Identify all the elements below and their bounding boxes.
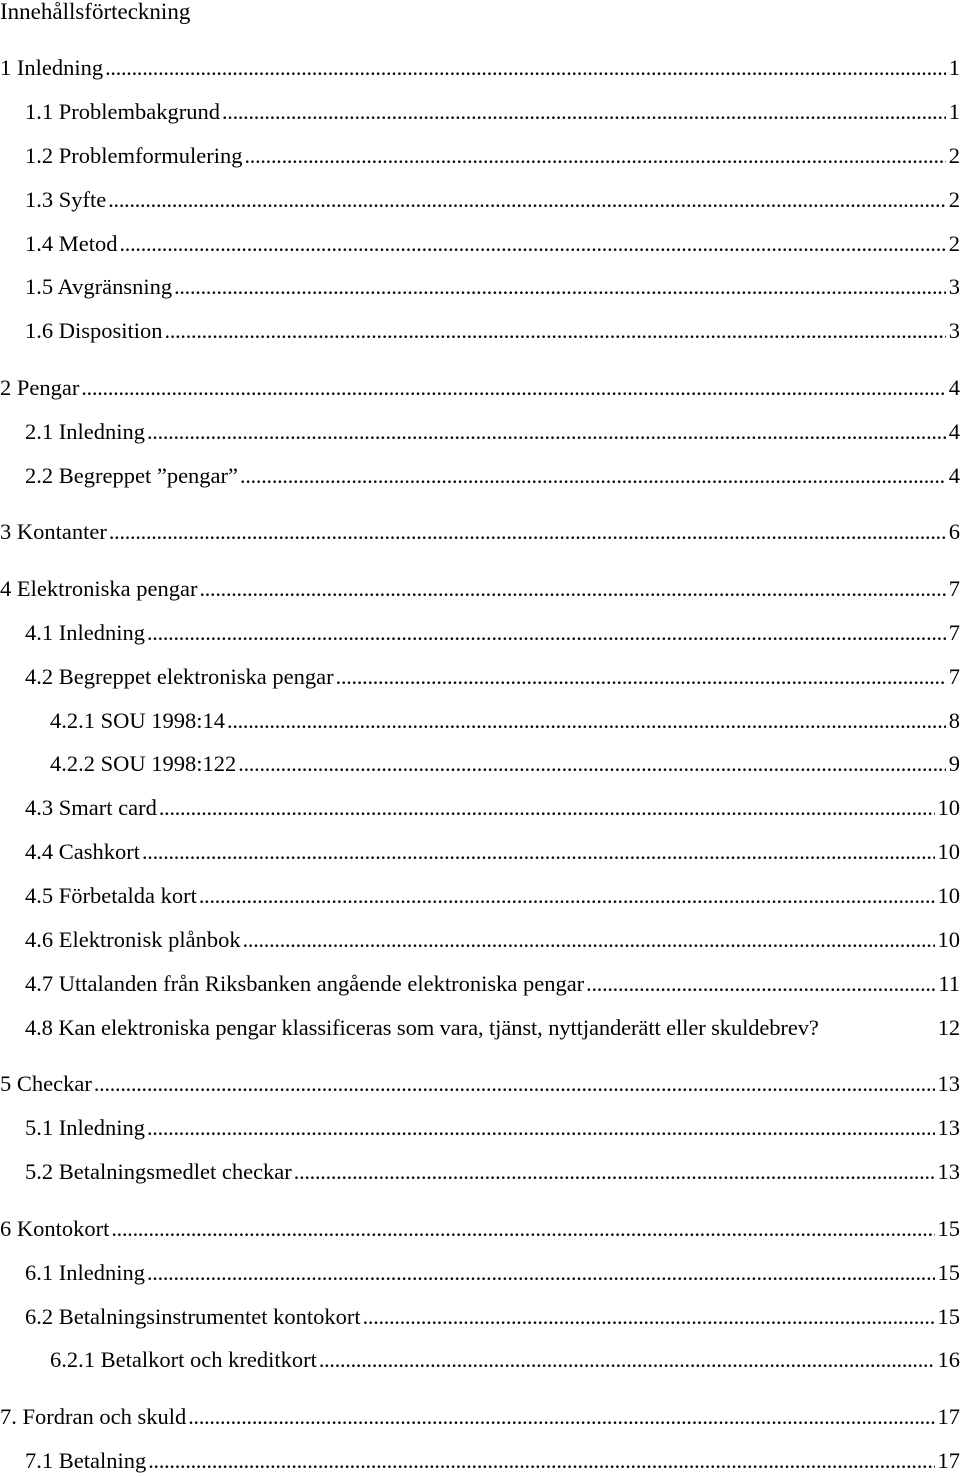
toc-page-number: 12 (937, 1015, 960, 1040)
toc-entry[interactable] (25, 1302, 960, 1332)
toc-entry[interactable] (50, 706, 960, 736)
toc-entry[interactable] (25, 316, 960, 346)
toc-entry[interactable] (0, 1214, 960, 1244)
toc-title: Innehållsförteckning (0, 0, 191, 24)
toc-dot-leader (142, 837, 935, 867)
toc-page-number: 4 (948, 375, 960, 400)
toc-page-number: 4 (948, 463, 960, 488)
toc-dot-leader (243, 925, 935, 955)
toc-entry[interactable] (25, 272, 960, 302)
toc-entry[interactable] (25, 662, 960, 692)
toc-page-number: 7 (948, 664, 960, 689)
toc-page-number: 10 (937, 883, 960, 908)
toc-page-number: 10 (937, 839, 960, 864)
toc-entry[interactable] (25, 1446, 960, 1476)
toc-page-number: 7 (948, 620, 960, 645)
toc-page-number: 7 (948, 576, 960, 601)
toc-dot-leader (109, 517, 946, 547)
toc-page-number: 4 (948, 419, 960, 444)
toc-entry-label: 7.1 Betalning (25, 1448, 147, 1473)
toc-entry[interactable] (25, 1113, 960, 1143)
toc-page-number: 10 (937, 795, 960, 820)
toc-entry-label: 6 Kontokort (0, 1216, 110, 1241)
toc-entry[interactable] (0, 1402, 960, 1432)
toc-page-number: 6 (948, 519, 960, 544)
toc-entry[interactable] (50, 749, 960, 779)
toc-entry-label: 4.5 Förbetalda kort (25, 883, 197, 908)
toc-dot-leader (199, 574, 945, 604)
toc-page-number: 13 (937, 1115, 960, 1140)
toc-entry-label: 7. Fordran och skuld (0, 1404, 187, 1429)
toc-entry[interactable] (25, 1258, 960, 1288)
toc-page-number: 1 (948, 55, 960, 80)
toc-page-number: 3 (948, 274, 960, 299)
toc-entry-label: 4.8 Kan elektroniska pengar klassificeras som vara, tjänst, nyttjanderätt eller skuldebrev? (25, 1015, 819, 1040)
toc-dot-leader (148, 1446, 934, 1476)
toc-page-number: 9 (948, 751, 960, 776)
toc-entry[interactable] (25, 837, 960, 867)
toc-entry-label: 6.2.1 Betalkort och kreditkort (50, 1347, 317, 1372)
toc-entry[interactable] (0, 574, 960, 604)
toc-dot-leader (227, 706, 946, 736)
toc-dot-leader (120, 229, 946, 259)
toc-entry-label: 1.1 Problembakgrund (25, 99, 220, 124)
toc-page-number: 17 (937, 1404, 960, 1429)
toc-entry[interactable] (25, 793, 960, 823)
toc-entry[interactable] (25, 1157, 960, 1187)
toc-entry-label: 4.4 Cashkort (25, 839, 140, 864)
toc-entry-label: 1.5 Avgränsning (25, 274, 173, 299)
toc-entry[interactable] (0, 1069, 960, 1099)
toc-entry-label: 4.3 Smart card (25, 795, 157, 820)
toc-entry-label: 4.2 Begreppet elektroniska pengar (25, 664, 334, 689)
toc-dot-leader (159, 793, 935, 823)
toc-dot-leader (586, 969, 935, 999)
toc-entry[interactable] (25, 229, 960, 259)
toc-page-number: 3 (948, 318, 960, 343)
toc-dot-leader (108, 185, 946, 215)
toc-dot-leader (111, 1214, 934, 1244)
toc-entry-label: 1.4 Metod (25, 231, 118, 256)
toc-entry[interactable] (25, 141, 960, 171)
toc-dot-leader (240, 461, 946, 491)
toc-dot-leader (165, 316, 946, 346)
toc-entry-label: 1 Inledning (0, 55, 104, 80)
toc-entry-label: 6.1 Inledning (25, 1260, 145, 1285)
toc-entry-label: 5.2 Betalningsmedlet checkar (25, 1159, 292, 1184)
toc-dot-leader (147, 417, 946, 447)
toc-dot-leader (81, 373, 945, 403)
toc-page-number: 2 (948, 231, 960, 256)
toc-entry[interactable] (25, 969, 960, 999)
toc-entry-label: 4.2.2 SOU 1998:122 (50, 751, 237, 776)
toc-entry[interactable] (0, 517, 960, 547)
toc-dot-leader (94, 1069, 935, 1099)
toc-page-number: 17 (937, 1448, 960, 1473)
toc-page-number: 2 (948, 187, 960, 212)
toc-entry-label: 6.2 Betalningsinstrumentet kontokort (25, 1304, 361, 1329)
toc-entry[interactable] (25, 461, 960, 491)
toc-dot-leader (174, 272, 946, 302)
toc-dot-leader (238, 749, 945, 779)
toc-dot-leader (244, 141, 945, 171)
toc-entry-label: 4.7 Uttalanden från Riksbanken angående elektroniska pengar (25, 971, 585, 996)
toc-entry[interactable] (0, 373, 960, 403)
toc-dot-leader (336, 662, 946, 692)
toc-dot-leader (147, 1258, 935, 1288)
toc-entry[interactable] (25, 97, 960, 127)
toc-dot-leader (188, 1402, 934, 1432)
toc-page-number: 13 (937, 1159, 960, 1184)
toc-entry-label: 3 Kontanter (0, 519, 107, 544)
toc-entry[interactable] (25, 925, 960, 955)
toc-entry-label: 5.1 Inledning (25, 1115, 145, 1140)
toc-dot-leader (199, 881, 935, 911)
toc-entry-label: 5 Checkar (0, 1071, 92, 1096)
toc-entry[interactable] (0, 53, 960, 83)
toc-entry-label: 4.6 Elektronisk plånbok (25, 927, 241, 952)
toc-dot-leader (294, 1157, 935, 1187)
toc-dot-leader (319, 1345, 935, 1375)
toc-entry-label: 2.1 Inledning (25, 419, 145, 444)
toc-entry-label: 2 Pengar (0, 375, 80, 400)
toc-page-number: 15 (937, 1304, 960, 1329)
toc-entry[interactable] (50, 1345, 960, 1375)
toc-dot-leader (147, 618, 946, 648)
toc-entry-label: 4.2.1 SOU 1998:14 (50, 708, 226, 733)
toc-page-number: 13 (937, 1071, 960, 1096)
toc-dot-leader (147, 1113, 935, 1143)
toc-page-number: 16 (937, 1347, 960, 1372)
toc-entry[interactable] (25, 1013, 960, 1043)
toc-entry[interactable] (25, 185, 960, 215)
toc-page-number: 2 (948, 143, 960, 168)
toc-dot-leader (363, 1302, 935, 1332)
toc-entry-label: 4.1 Inledning (25, 620, 145, 645)
toc-page-number: 11 (938, 971, 960, 996)
toc-page-number: 15 (937, 1216, 960, 1241)
toc-page-number: 15 (937, 1260, 960, 1285)
toc-dot-leader (105, 53, 946, 83)
toc-dot-leader (222, 97, 946, 127)
toc-entry-label: 1.3 Syfte (25, 187, 107, 212)
toc-page-number: 1 (948, 99, 960, 124)
toc-page-number: 10 (937, 927, 960, 952)
toc-entry-label: 1.6 Disposition (25, 318, 163, 343)
toc-entry[interactable] (25, 881, 960, 911)
toc-page-number: 8 (948, 708, 960, 733)
toc-entry-label: 1.2 Problemformulering (25, 143, 243, 168)
toc-entry-label: 2.2 Begreppet ”pengar” (25, 463, 239, 488)
toc-entry[interactable] (25, 618, 960, 648)
toc-entry-label: 4 Elektroniska pengar (0, 576, 198, 601)
toc-entry[interactable] (25, 417, 960, 447)
